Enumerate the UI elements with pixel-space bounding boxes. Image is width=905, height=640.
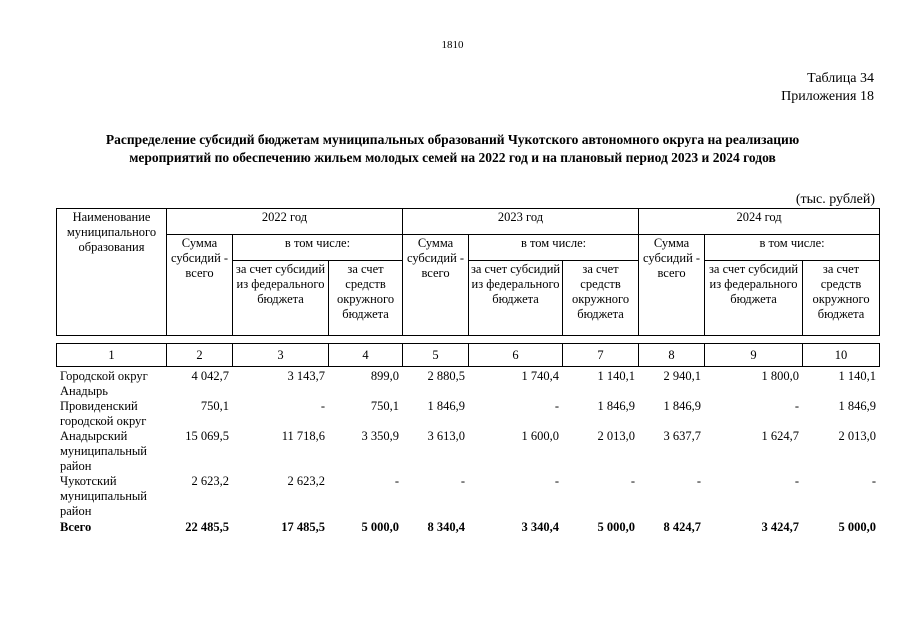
value-cell: 1 846,9 [427, 399, 465, 413]
value-cell: 1 846,9 [597, 399, 635, 413]
table-row [56, 474, 879, 519]
municipality-name: Анадырский муниципальный район [60, 429, 147, 473]
value-cell: 750,1 [370, 399, 399, 413]
value-cell: 3 340,4 [521, 520, 559, 534]
value-cell: 1 600,0 [521, 429, 559, 443]
column-number: 5 [403, 344, 469, 367]
value-cell: 15 069,5 [185, 429, 229, 443]
table-number: Таблица 34 [807, 71, 874, 86]
value-cell: 2 880,5 [427, 369, 465, 383]
value-cell: 2 623,2 [287, 474, 325, 488]
value-cell: 1 846,9 [838, 399, 876, 413]
column-number: 4 [329, 344, 403, 367]
municipality-name: Провиденский городской округ [60, 399, 147, 428]
value-cell: - [554, 474, 559, 488]
column-number: 2 [167, 344, 233, 367]
column-number: 10 [803, 344, 880, 367]
value-cell: 2 623,2 [191, 474, 229, 488]
header-federal-2023: за счет субсидий из федерального бюджета [469, 261, 563, 336]
header-year-2023: 2023 год [403, 209, 639, 235]
value-cell: 17 485,5 [281, 520, 325, 534]
column-number: 1 [57, 344, 167, 367]
units-label: (тыс. рублей) [795, 192, 875, 207]
value-cell: 11 718,6 [281, 429, 325, 443]
table-header [56, 208, 880, 336]
value-cell: - [794, 399, 799, 413]
total-label: Всего [60, 520, 92, 534]
value-cell: 3 613,0 [427, 429, 465, 443]
value-cell: 2 013,0 [838, 429, 876, 443]
value-cell: 2 940,1 [663, 369, 701, 383]
header-federal-2024: за счет субсидий из федерального бюджета [705, 261, 803, 336]
page-number: 1810 [441, 39, 464, 51]
header-year-2022: 2022 год [167, 209, 403, 235]
document-title [40, 131, 865, 167]
header-district-2022: за счет средств окружного бюджета [329, 261, 403, 336]
value-cell: 1 140,1 [597, 369, 635, 383]
value-cell: - [394, 474, 399, 488]
value-cell: - [696, 474, 701, 488]
value-cell: - [871, 474, 876, 488]
municipality-name: Городской округ Анадырь [60, 369, 148, 398]
value-cell: - [460, 474, 465, 488]
column-numbers-row [56, 343, 880, 367]
header-district-2023: за счет средств окружного бюджета [563, 261, 639, 336]
value-cell: 2 013,0 [597, 429, 635, 443]
column-number: 7 [563, 344, 639, 367]
header-name-column: Наименование муниципального образования [57, 209, 167, 336]
value-cell: - [554, 399, 559, 413]
value-cell: 1 846,9 [663, 399, 701, 413]
column-number: 6 [469, 344, 563, 367]
value-cell: - [320, 399, 325, 413]
value-cell: 22 485,5 [185, 520, 229, 534]
header-district-2024: за счет средств окружного бюджета [803, 261, 880, 336]
value-cell: 5 000,0 [597, 520, 635, 534]
value-cell: 1 800,0 [761, 369, 799, 383]
value-cell: 750,1 [200, 399, 229, 413]
header-total-2022: Сумма субсидий - всего [167, 235, 233, 336]
header-total-2023: Сумма субсидий - всего [403, 235, 469, 336]
value-cell: 3 350,9 [361, 429, 399, 443]
value-cell: - [630, 474, 635, 488]
header-year-2024: 2024 год [639, 209, 880, 235]
title-line-1: Распределение субсидий бюджетам муниципальных образований Чукотского автономного округа на реализацию [105, 132, 800, 147]
appendix-number: Приложения 18 [781, 89, 874, 104]
header-total-2024: Сумма субсидий - всего [639, 235, 705, 336]
value-cell: 4 042,7 [191, 369, 229, 383]
column-number: 3 [233, 344, 329, 367]
value-cell: 1 740,4 [521, 369, 559, 383]
data-table-body [56, 369, 879, 535]
header-incl-2022: в том числе: [233, 235, 403, 261]
header-incl-2023: в том числе: [469, 235, 639, 261]
value-cell: 899,0 [370, 369, 399, 383]
title-line-2: мероприятий по обеспечению жильем молодых семей на 2022 год и на плановый период 2023 и 2024 годов [129, 150, 776, 165]
municipality-name: Чукотский муниципальный район [60, 474, 147, 518]
table-row [56, 369, 879, 399]
table-reference [781, 70, 874, 106]
column-number: 9 [705, 344, 803, 367]
table-row [56, 429, 879, 474]
value-cell: 5 000,0 [361, 520, 399, 534]
value-cell: 8 340,4 [427, 520, 465, 534]
header-incl-2024: в том числе: [705, 235, 880, 261]
header-federal-2022: за счет субсидий из федерального бюджета [233, 261, 329, 336]
value-cell: 3 424,7 [761, 520, 799, 534]
value-cell: - [794, 474, 799, 488]
value-cell: 5 000,0 [838, 520, 876, 534]
value-cell: 8 424,7 [663, 520, 701, 534]
table-row [56, 399, 879, 429]
column-number: 8 [639, 344, 705, 367]
total-row [56, 519, 879, 535]
value-cell: 1 140,1 [838, 369, 876, 383]
value-cell: 3 143,7 [287, 369, 325, 383]
value-cell: 1 624,7 [761, 429, 799, 443]
value-cell: 3 637,7 [663, 429, 701, 443]
